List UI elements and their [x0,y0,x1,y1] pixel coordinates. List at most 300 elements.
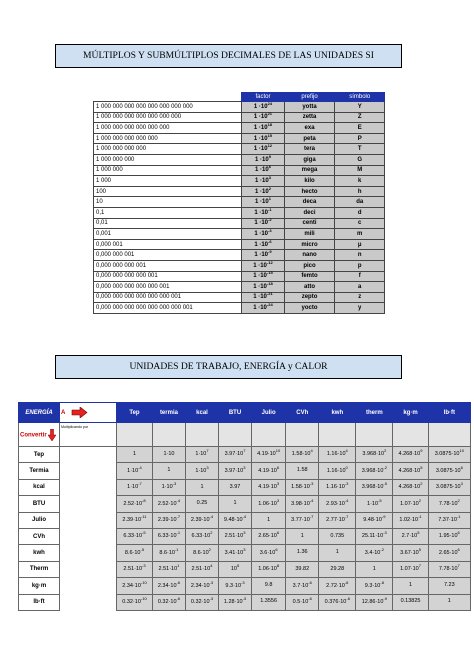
factor-exponent: -3 [172,481,177,487]
factor-exponent: 2 [268,185,271,191]
factor-exponent: -3 [383,530,387,536]
factor-mantissa: 0.13825 [400,598,421,605]
energy-row [19,479,471,495]
conversion-factor [393,479,428,495]
factor-exponent: -2 [380,546,384,552]
prefix-row [94,102,385,113]
prefix-symbol: E [335,123,385,134]
spacer-cell [60,447,117,463]
factor-exponent: 2 [208,546,211,552]
factor-exponent: -7 [309,514,314,519]
factor-value [242,229,284,240]
factor-exponent: -6 [346,595,350,601]
factor-mantissa: 8.6·10 [193,549,209,556]
decimal-value: 1 000 [94,176,242,187]
energy-row [19,561,471,577]
factor-exponent: 5 [418,546,421,552]
factor-mantissa: 1·10 [195,451,207,458]
decimal-value: 0,000 000 000 001 [94,260,242,271]
conversion-factor [356,463,393,479]
factor-mantissa: 0.32·10 [157,598,177,605]
factor-exponent: 0 [345,464,348,470]
spacer-cell [60,545,117,561]
factor-exponent: 4 [210,563,213,569]
conversion-factor [117,528,153,544]
conversion-factor [428,496,470,512]
conversion-factor [185,594,218,610]
conversion-factor [428,479,470,495]
factor-mantissa: 0.376·10 [324,598,347,605]
factor-mantissa: 1 [408,582,413,589]
prefix-name: micro [284,239,335,250]
prefix-name: zepto [284,292,335,303]
factor-exponent: 7 [243,448,246,454]
factor-mantissa: 6.33·10 [157,533,177,540]
factor-mantissa: 9.8 [264,582,273,589]
header-factor: factor [242,93,284,102]
prefix-row [94,292,385,303]
factor-base: 1 ·10 [253,294,267,301]
prefix-symbol: c [335,218,385,229]
conversion-factor [117,496,153,512]
row-unit-label: Julio [19,512,60,528]
factor-exponent: -5 [383,481,387,487]
conversion-factor [393,496,428,512]
factor-mantissa: 39.82 [295,565,310,572]
conversion-factor [428,528,470,544]
factor-mantissa: 1 [132,450,136,457]
factor-exponent: -8 [380,579,384,585]
factor-mantissa: 1 [200,483,204,490]
factor-mantissa: 0.32·10 [190,598,210,605]
prefix-table-header [94,93,385,102]
conversion-factor [152,463,185,479]
factor-exponent: -7 [138,481,142,487]
factor-exponent: 1 [268,196,271,202]
factor-mantissa: 0.5·10 [292,598,309,605]
factor-base: 1 ·10 [253,273,267,280]
prefix-symbol: P [335,133,385,144]
conversion-factor [319,463,356,479]
factor-exponent: -4 [138,464,142,470]
factor-exponent: -4 [344,497,349,503]
factor-exponent: -9 [383,595,387,601]
factor-mantissa: 6.33·10 [191,533,211,540]
factor-base: 1 ·10 [253,262,267,269]
prefix-name: yotta [284,102,335,113]
factor-exponent: -11 [141,514,147,519]
factor-mantissa: 3.4·10 [364,549,381,556]
conversion-factor [356,512,393,528]
arrow-right-icon [71,407,88,418]
factor-mantissa: 6.33·10 [123,533,143,540]
conversion-factor [152,578,185,594]
conversion-factor [152,479,185,495]
row-unit-label: Tep [19,447,60,463]
arrow-down-icon [48,429,56,441]
conversion-factor [219,512,252,528]
spacer-cell [60,496,117,512]
conversion-factor [393,447,428,463]
factor-base: 1 ·10 [254,241,269,248]
factor-exponent: -1 [418,514,422,519]
factor-exponent: -3 [241,579,245,585]
energy-label: ENERGÍA [19,403,60,423]
conversion-factor [393,528,428,544]
unit-header-4: Julio [252,403,286,423]
factor-base: 1 ·10 [253,283,267,290]
factor-mantissa: 1.28·10 [223,598,243,605]
target-unit-value: A [61,410,66,417]
factor-mantissa: 1.58·10 [291,451,311,458]
factor-exponent: -3 [209,595,214,601]
factor-mantissa: 9.48·10 [223,517,243,523]
factor-mantissa: 12.86·10 [361,598,384,605]
spacer-cell [60,594,117,610]
factor-exponent: 12 [267,143,273,149]
energy-row [19,463,471,479]
prefix-symbol: z [335,292,385,303]
factor-exponent: 10 [459,448,464,454]
prefix-row [94,144,385,155]
factor-exponent: 5 [420,464,423,470]
conversion-factor [152,545,185,561]
factor-exponent: 3 [243,464,246,470]
unit-header-6: kwh [319,403,356,423]
factor-exponent: -3 [209,579,214,585]
factor-base: 1 ·10 [255,199,269,206]
factor-mantissa: 1.07·10 [400,566,419,573]
empty-cell [428,423,470,447]
factor-exponent: -6 [268,238,272,244]
factor-exponent: -4 [176,497,181,503]
factor-mantissa: 9.3·10 [225,582,242,589]
empty-cell [319,423,356,447]
conversion-factor [319,578,356,594]
unit-header-5: CVh [286,403,319,423]
conversion-factor [219,479,252,495]
factor-exponent: -10 [140,579,147,585]
energy-header-row [19,403,471,423]
factor-mantissa: 7.37·10 [438,517,457,523]
conversion-factor [185,463,218,479]
factor-mantissa: 3.6·10 [259,549,276,556]
conversion-factor [152,512,185,528]
factor-exponent: -3 [268,227,272,233]
conversion-factor [117,479,153,495]
conversion-factor [252,578,286,594]
decimal-value: 1 000 000 [94,165,242,176]
conversion-factor [319,447,356,463]
prefix-symbol: f [335,271,385,282]
factor-exponent: -18 [266,280,273,286]
factor-exponent: -12 [266,259,273,265]
factor-mantissa: 2.51·10 [123,566,143,573]
factor-exponent: 6 [460,464,463,470]
decimal-value: 1 000 000 000 000 [94,144,242,155]
row-unit-label: Therm [19,561,60,577]
factor-exponent: -8 [142,497,146,503]
factor-mantissa: 1 [372,565,376,572]
conversion-factor [356,528,393,544]
factor-mantissa: 1.16·10 [326,484,345,491]
factor-mantissa: 1·10 [127,467,139,474]
factor-value [242,207,284,218]
factor-mantissa: 1.02·10 [399,517,419,523]
factor-exponent: -1 [456,514,461,519]
conversion-factor [428,578,470,594]
prefix-symbol: n [335,250,385,261]
conversion-factor [152,496,185,512]
factor-mantissa: 1 [335,549,339,556]
conversion-factor [428,512,470,528]
conversion-factor [428,463,470,479]
prefix-name: tera [284,144,335,155]
decimal-value: 0,1 [94,207,242,218]
conversion-factor [185,496,218,512]
prefix-name: atto [284,282,335,293]
conversion-factor [152,561,185,577]
factor-exponent: -21 [266,291,273,297]
factor-value [242,197,284,208]
factor-value [242,239,284,250]
header-prefijo: prefijo [284,93,335,102]
prefix-row [94,176,385,187]
row-unit-label: kg·m [19,578,60,594]
factor-mantissa: 1 [267,516,271,523]
factor-mantissa: 2.51·10 [158,566,178,573]
factor-mantissa: 25.11·10 [361,533,384,540]
conversion-factor [252,496,286,512]
target-unit-selector[interactable] [60,403,117,423]
conversion-factor [252,528,286,544]
factor-mantissa: 2.7·10 [401,533,418,540]
conversion-factor [252,545,286,561]
empty-cell [356,423,393,447]
decimal-value: 0,000 000 000 000 000 000 001 [94,292,242,303]
conversion-factor [219,447,252,463]
prefix-symbol: m [335,229,385,240]
prefix-name: femto [284,271,335,282]
factor-base: 1 ·10 [253,135,268,142]
energy-row [19,578,471,594]
factor-mantissa: 2.51·10 [191,566,211,573]
factor-mantissa: 1.07·10 [400,500,419,507]
convert-selector[interactable] [19,423,60,447]
conversion-factor [286,594,319,610]
factor-mantissa: 8.6·10 [124,549,141,556]
empty-cell [393,423,428,447]
spacer-cell [60,578,117,594]
factor-exponent: 4 [310,448,313,454]
factor-exponent: 5 [417,530,420,536]
factor-exponent: -3 [142,563,146,569]
factor-value [242,186,284,197]
empty-cell [286,423,319,447]
factor-base: 1 ·10 [255,188,269,195]
factor-mantissa: 3.0875·10 [434,451,460,458]
conversion-factor [356,578,393,594]
conversion-factor [152,528,185,544]
factor-base: 1 ·10 [254,220,269,227]
factor-mantissa: 3.67·10 [400,549,419,556]
convert-row [19,423,471,447]
conversion-factor [356,594,393,610]
factor-exponent: -1 [268,206,272,212]
factor-exponent: 6 [276,530,280,536]
factor-value [242,292,284,303]
factor-exponent: -4 [242,514,247,519]
conversion-factor [319,512,356,528]
factor-exponent: 7 [206,448,209,454]
factor-exponent: 10 [275,448,281,454]
factor-mantissa: 3.0875·10 [435,484,461,491]
factor-exponent: -5 [140,546,145,552]
factor-mantissa: 3.97 [229,483,241,490]
factor-mantissa: 7.78·10 [438,566,458,573]
factor-mantissa: 8.6·10 [159,549,175,556]
factor-mantissa: 2.93·10 [326,500,345,507]
factor-exponent: -6 [308,595,312,601]
factor-exponent: 2 [457,497,460,503]
factor-value [242,303,284,314]
energy-row [19,447,471,463]
decimal-value: 0,01 [94,218,242,229]
decimal-value: 1 000 000 000 000 000 [94,133,242,144]
factor-mantissa: 1.16·10 [326,467,346,474]
conversion-factor [356,496,393,512]
conversion-factor [319,479,356,495]
conversion-factor [393,561,428,577]
conversion-factor [252,463,286,479]
conversion-factor [286,561,319,577]
factor-exponent: 21 [267,111,273,117]
factor-exponent: -3 [344,481,349,487]
factor-exponent: -9 [268,249,272,255]
decimal-value: 1 000 000 000 000 000 000 000 000 [94,102,242,113]
decimal-value: 0,000 001 [94,239,242,250]
row-unit-label: Termia [19,463,60,479]
conversion-factor [252,479,286,495]
conversion-factor [152,447,185,463]
conversion-factor [428,545,470,561]
factor-exponent: 3 [243,546,246,552]
factor-exponent: -7 [176,514,181,519]
factor-exponent: -6 [344,579,349,585]
factor-mantissa: 3.968·10 [362,451,385,458]
unit-header-0: Tep [117,403,153,423]
factor-exponent: -3 [309,481,314,487]
conversion-factor [219,578,252,594]
factor-mantissa: 1 [300,532,304,539]
factor-mantissa: 1.58·10 [291,484,310,491]
prefix-symbol: T [335,144,385,155]
conversion-factor [286,528,319,544]
factor-mantissa: 0.25 [196,500,208,507]
conversion-factor [286,447,319,463]
conversion-factor [286,512,319,528]
factor-mantissa: 0.32·10 [122,598,141,605]
factor-mantissa: 1.95·10 [438,533,458,540]
factor-exponent: 4 [345,448,348,454]
factor-base: 1 ·10 [254,230,269,237]
conversion-factor [356,447,393,463]
factor-mantissa: 3.41·10 [224,549,244,556]
row-unit-label: lb·ft [19,594,60,610]
factor-base: 1 ·10 [254,252,269,259]
prefix-name: exa [284,123,335,134]
decimal-value: 0,000 000 000 000 000 001 [94,282,242,293]
spacer-cell [60,463,117,479]
prefix-row [94,112,385,123]
prefix-name: hecto [284,186,335,197]
prefix-row [94,218,385,229]
conversion-factor [286,545,319,561]
factor-value [242,112,284,123]
energy-row [19,594,471,610]
conversion-factor [185,561,218,577]
factor-exponent: 9 [420,448,423,454]
prefix-name: mega [284,165,335,176]
factor-exponent: -6 [308,579,312,585]
factor-mantissa: 10 [230,566,237,573]
prefix-row [94,207,385,218]
factor-exponent: 7 [457,563,460,569]
conversion-factor [185,447,218,463]
conversion-factor [219,528,252,544]
prefix-name: nano [284,250,335,261]
factor-mantissa: 2.51·10 [224,533,244,540]
factor-exponent: -2 [268,217,272,223]
factor-exponent: -1 [176,530,181,536]
factor-mantissa: 1 [167,467,171,474]
conversion-factor [185,512,218,528]
prefix-name: mili [284,229,335,240]
conversion-factor [393,545,428,561]
factor-base: 1 ·10 [255,156,269,163]
conversion-factor [428,594,470,610]
factor-exponent: 24 [267,100,273,106]
factor-exponent: 6 [457,530,460,536]
spacer-cell [60,528,117,544]
empty-cell [185,423,218,447]
prefix-row [94,154,385,165]
factor-mantissa: 1·10 [195,467,207,474]
factor-mantissa: 2.72·10 [326,582,345,589]
conversion-factor [117,578,153,594]
factor-exponent: 3 [460,481,463,487]
unit-header-1: termia [152,403,185,423]
conversion-factor [219,561,252,577]
factor-mantissa: 3.77·10 [291,517,310,523]
factor-mantissa: 1 [233,500,237,507]
factor-mantissa: 1.58 [296,467,308,474]
factor-mantissa: 1·10 [163,450,175,457]
prefix-symbol: Y [335,102,385,113]
empty-cell [152,423,185,447]
factor-base: 1 ·10 [255,177,269,184]
factor-mantissa: 1.3556 [260,598,278,605]
prefix-name: deca [284,197,335,208]
factor-exponent: 5 [236,563,240,569]
prefix-name: zetta [284,112,335,123]
unit-header-2: kcal [185,403,218,423]
factor-base: 1 ·10 [253,124,268,131]
prefix-row [94,229,385,240]
factor-exponent: -9 [381,514,386,519]
factor-mantissa: 3.97·10 [224,451,244,458]
factor-exponent: -10 [140,595,147,601]
